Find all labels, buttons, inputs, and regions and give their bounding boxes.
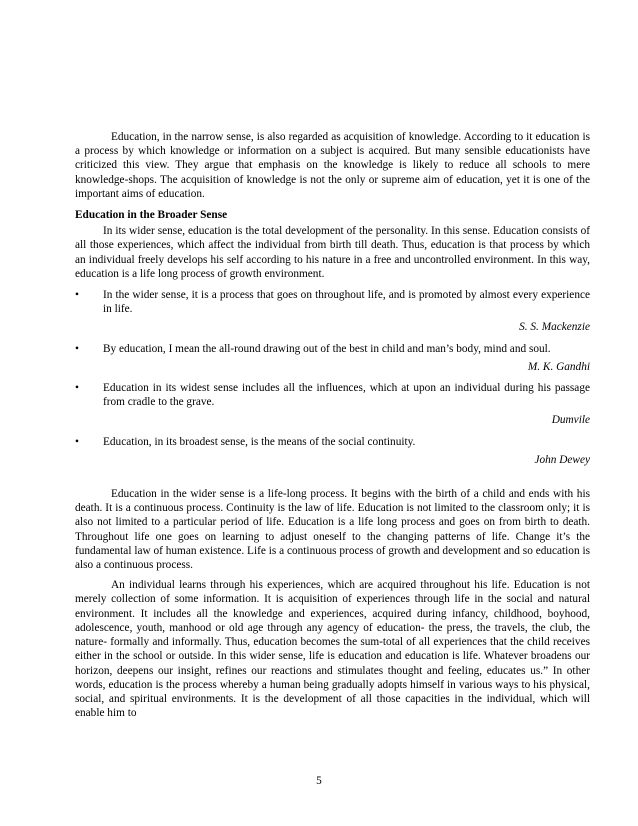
bullet-marker: • bbox=[75, 289, 79, 302]
bullet-marker: • bbox=[75, 435, 79, 448]
paragraph-life-long-process: Education in the wider sense is a life-long process. It begins with the birth of a child and ends with his death. It is a continuous process. Continuity is the law of life. Education is not limited to the classroom only; it is also not limited to a particular period of life. Education is a life long process and goes on from birth to death. Throughout life one goes on learning to adjust oneself to the changing patterns of life. Change it’s the fundamental law of human existence. Life is a continuous process of growth and development and so education is also a continuous process. bbox=[75, 488, 590, 572]
quote-text: Education in its widest sense includes all the influences, which at upon an individual during his passage from cradle to the grave. bbox=[103, 382, 590, 409]
quote-text: Education, in its broadest sense, is the means of the social continuity. bbox=[103, 435, 416, 448]
page-number: 5 bbox=[316, 775, 322, 787]
page-content bbox=[75, 130, 590, 720]
quote-text: In the wider sense, it is a process that goes on throughout life, and is promoted by almost every experience in life. bbox=[103, 289, 590, 316]
quote-author: John Dewey bbox=[534, 453, 590, 466]
paragraph-narrow-sense: Education, in the narrow sense, is also regarded as acquisition of knowledge. According to it education is a process by which knowledge or information on a subject is acquired. But many sensible educationists have criticized this view. They argue that emphasis on the knowledge is likely to reduce all schools to mere knowledge-shops. The acquisition of knowledge is not the only or supreme aim of education, yet it is one of the important aims of education. bbox=[75, 131, 590, 200]
bullet-marker: • bbox=[75, 382, 79, 395]
paragraph-experiences: An individual learns through his experiences, which are acquired throughout his life. Education is not merely collection of some information. It is acquisition of experiences through life in the social and natural environment. It includes all the knowledge and experiences, acquired during infancy, childhood, boyhood, adolescence, youth, manhood or old age through any agency of education- the press, the travels, the club, the nature- formally and informally. Thus, education becomes the sum-total of all experiences that the child receives either in the school or outside. In this wider sense, life is education and education is life. Whatever broadens our horizon, deepens our insight, refines our reactions and stimulates thought and feeling, educates us.” In other words, education is the process whereby a human being gradually adopts himself in various ways to his physical, social, and spiritual environments. It is the development of all those capacities in the individual, which will enable him to bbox=[75, 579, 590, 720]
quote-item bbox=[75, 288, 590, 316]
quote-author: M. K. Gandhi bbox=[527, 360, 590, 373]
quote-item bbox=[75, 381, 590, 409]
quote-item bbox=[75, 342, 590, 356]
quote-author: S. S. Mackenzie bbox=[519, 321, 590, 334]
section-heading: Education in the Broader Sense bbox=[75, 209, 228, 222]
bullet-marker: • bbox=[75, 342, 79, 355]
paragraph-wider-sense: In its wider sense, education is the total development of the personality. In this sense. Education consists of all those experiences, which affect the individual from birth till death. Thus, education is that process by which an individual freely develops his self according to his nature in a free and uncontrolled environment. In this way, education is a life long process of growth environment. bbox=[75, 225, 590, 280]
quote-text: By education, I mean the all-round drawing out of the best in child and man’s body, mind and soul. bbox=[103, 342, 551, 355]
quote-author: Dumvile bbox=[551, 414, 590, 427]
quote-item bbox=[75, 435, 590, 449]
